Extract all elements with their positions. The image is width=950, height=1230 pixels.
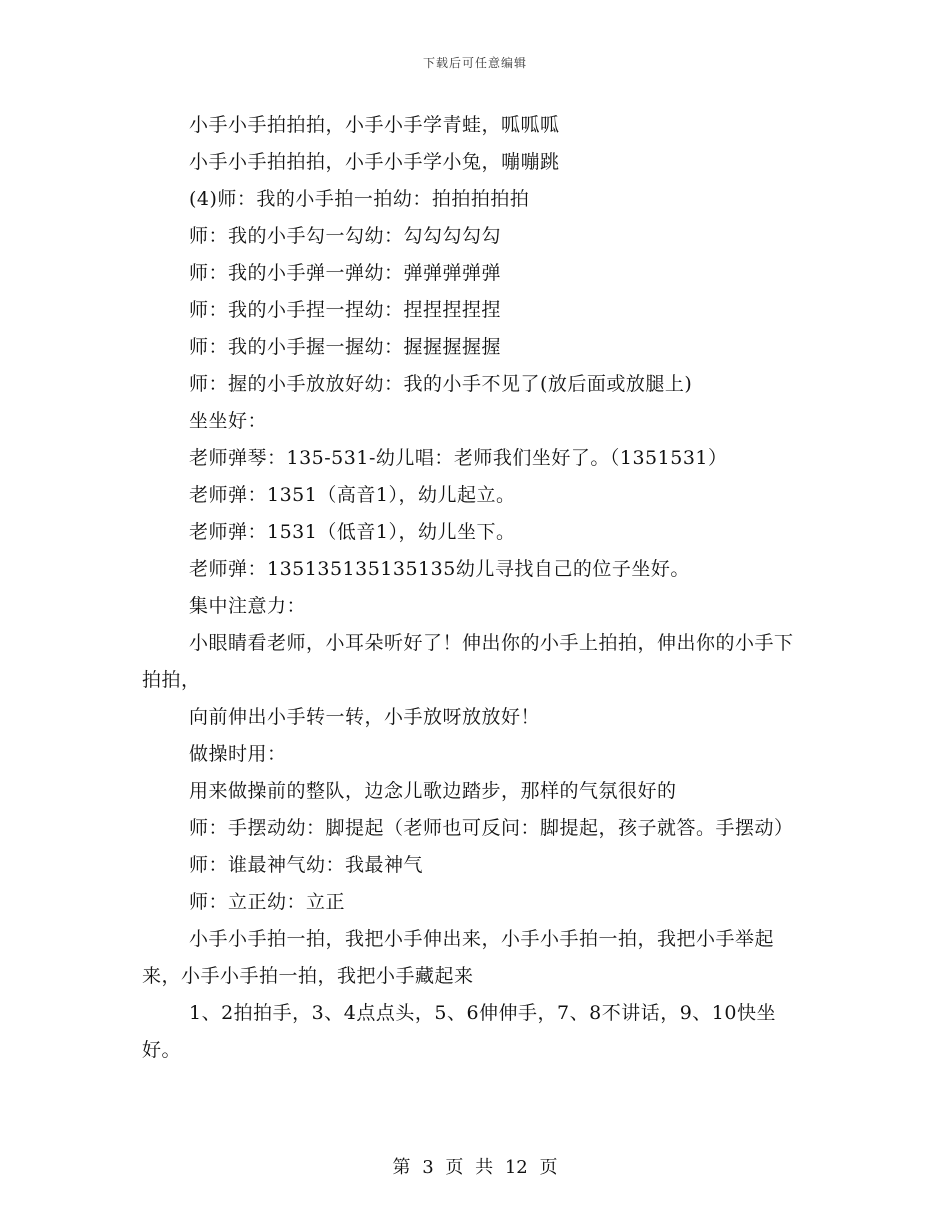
paragraph: 老师弹琴：135-531-幼儿唱：老师我们坐好了。（1351531）	[189, 447, 728, 469]
paragraph: 老师弹：135135135135135幼儿寻找自己的位子坐好。	[189, 558, 690, 580]
paragraph: 小眼睛看老师，小耳朵听好了！伸出你的小手上拍拍，伸出你的小手下拍拍，	[142, 632, 794, 691]
paragraph: 师：握的小手放放好幼：我的小手不见了(放后面或放腿上)	[189, 373, 693, 395]
paragraph: 向前伸出小手转一转，小手放呀放放好！	[189, 706, 541, 728]
paragraph: 师：我的小手弹一弹幼：弹弹弹弹弹	[189, 262, 502, 284]
paragraph: 师：手摆动幼：脚提起（老师也可反问：脚提起，孩子就答。手摆动）	[189, 817, 794, 839]
paragraph: 小手小手拍一拍，我把小手伸出来，小手小手拍一拍，我把小手举起来，小手小手拍一拍，我把小手藏起来	[142, 928, 775, 987]
paragraph: 1、2拍拍手，3、4点点头，5、6伸伸手，7、8不讲话，9、10快坐好。	[142, 1002, 776, 1061]
paragraph: 小手小手拍拍拍，小手小手学小兔，嘣嘣跳	[189, 151, 560, 173]
paragraph: 小手小手拍拍拍，小手小手学青蛙，呱呱呱	[189, 114, 560, 136]
paragraph: 做操时用：	[189, 743, 287, 765]
paragraph: 老师弹：1531（低音1），幼儿坐下。	[189, 521, 516, 543]
paragraph: 师：我的小手勾一勾幼：勾勾勾勾勾	[189, 225, 502, 247]
paragraph: 师：我的小手捏一捏幼：捏捏捏捏捏	[189, 299, 502, 321]
paragraph: 师：立正幼：立正	[189, 891, 346, 913]
page-header: 下载后可任意编辑	[422, 56, 527, 70]
paragraph: 用来做操前的整队，边念儿歌边踏步，那样的气氛很好的	[189, 780, 677, 802]
paragraph: 集中注意力：	[189, 595, 307, 617]
paragraph: 坐坐好：	[189, 410, 268, 432]
paragraph: (4)师：我的小手拍一拍幼：拍拍拍拍拍	[189, 188, 530, 210]
document-body	[142, 107, 810, 1069]
paragraph: 老师弹：1351（高音1），幼儿起立。	[189, 484, 516, 506]
paragraph: 师：谁最神气幼：我最神气	[189, 854, 424, 876]
paragraph: 师：我的小手握一握幼：握握握握握	[189, 336, 502, 358]
page-footer: 第 3 页 共 12 页	[392, 1157, 558, 1178]
